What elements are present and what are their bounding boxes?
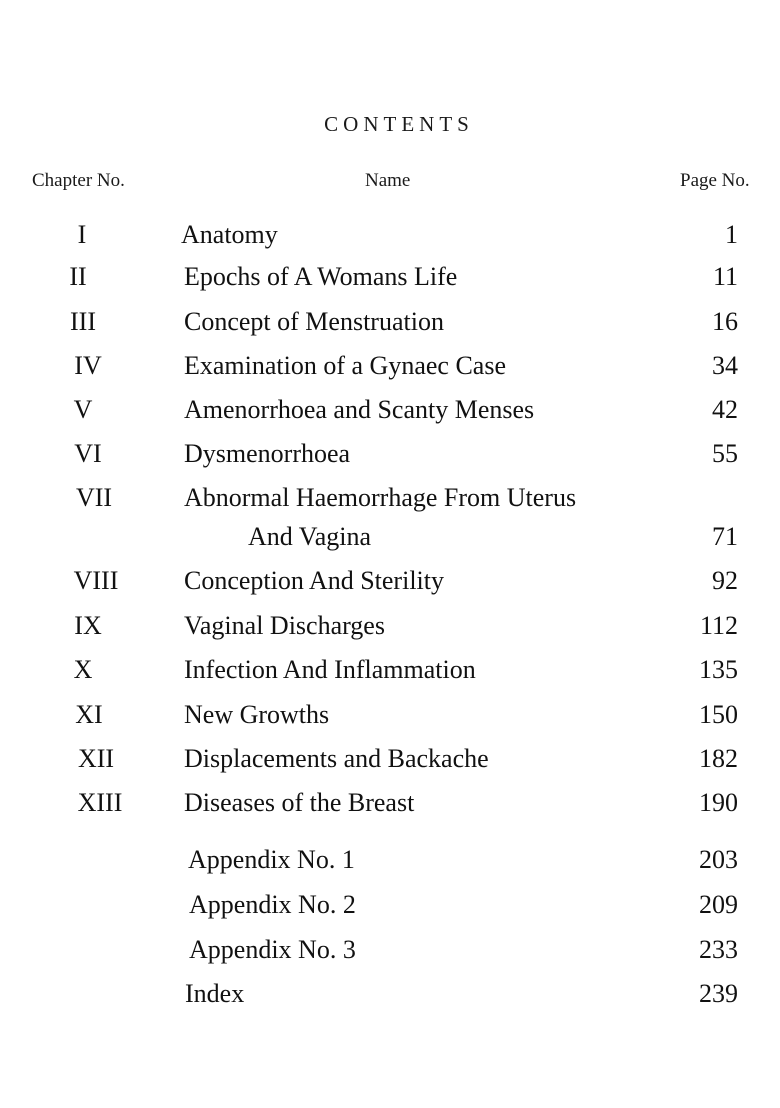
chapter-name: Amenorrhoea and Scanty Menses (184, 395, 535, 424)
page-number: 11 (712, 262, 738, 291)
chapter-name: Dysmenorrhoea (184, 439, 351, 468)
chapter-name: Vaginal Discharges (184, 611, 385, 640)
chapter-name: Conception And Sterility (184, 566, 444, 595)
appendix-name: Appendix No. 3 (189, 935, 356, 964)
toc-row-chapter-7 (0, 483, 780, 563)
page-number: 55 (712, 439, 738, 468)
chapter-number: VI (74, 439, 102, 468)
chapter-name: Abnormal Haemorrhage From Uterus (184, 483, 577, 512)
chapter-number: IX (74, 611, 102, 640)
chapter-number: X (73, 655, 93, 684)
chapter-name: Anatomy (181, 220, 278, 249)
chapter-name: Infection And Inflammation (184, 655, 476, 684)
page-number: 92 (712, 566, 738, 595)
appendix-name: Appendix No. 2 (189, 890, 356, 919)
chapter-number: VIII (73, 566, 119, 595)
page-number: 71 (712, 522, 738, 551)
toc-row-chapter-9 (0, 611, 780, 647)
page-number: 239 (699, 979, 738, 1008)
toc-row-appendix-1 (0, 845, 780, 881)
toc-row-appendix-2 (0, 890, 780, 926)
header-chapter-no: Chapter No. (32, 170, 125, 191)
toc-row-chapter-4 (0, 351, 780, 387)
appendix-name: Appendix No. 1 (188, 845, 355, 874)
page-number: 209 (699, 890, 738, 919)
toc-row-chapter-10 (0, 655, 780, 691)
chapter-number: XIII (77, 788, 123, 817)
contents-title: CONTENTS (324, 112, 474, 136)
page-number: 42 (712, 395, 738, 424)
toc-row-chapter-1 (0, 220, 780, 256)
chapter-name: Epochs of A Womans Life (184, 262, 458, 291)
page-number: 34 (712, 351, 738, 380)
index-name: Index (185, 979, 245, 1008)
page-number: 190 (699, 788, 738, 817)
header-page-no: Page No. (680, 170, 750, 191)
chapter-number: III (70, 307, 96, 336)
chapter-number: I (77, 220, 87, 249)
chapter-number: VII (75, 483, 113, 512)
header-name: Name (365, 170, 411, 191)
chapter-number: XI (75, 700, 103, 729)
toc-row-chapter-6 (0, 439, 780, 475)
chapter-name: New Growths (184, 700, 330, 729)
chapter-number: II (69, 262, 87, 291)
page-number: 233 (699, 935, 738, 964)
page-number: 150 (699, 700, 738, 729)
page-number: 16 (712, 307, 738, 336)
toc-row-chapter-12 (0, 744, 780, 780)
chapter-number: XII (77, 744, 115, 773)
toc-row-chapter-3 (0, 307, 780, 343)
chapter-name: Concept of Menstruation (184, 307, 444, 336)
toc-row-chapter-2 (0, 262, 780, 298)
toc-row-chapter-8 (0, 566, 780, 602)
chapter-name: Displacements and Backache (184, 744, 489, 773)
toc-row-index (0, 979, 780, 1015)
page-number: 112 (699, 611, 738, 640)
page-number: 1 (725, 220, 738, 249)
page-number: 203 (699, 845, 738, 874)
page-number: 182 (699, 744, 738, 773)
chapter-name: Examination of a Gynaec Case (184, 351, 506, 380)
chapter-name-continuation: And Vagina (248, 522, 372, 551)
chapter-number: V (73, 395, 93, 424)
chapter-name: Diseases of the Breast (184, 788, 415, 817)
toc-row-appendix-3 (0, 935, 780, 971)
page-number: 135 (699, 655, 738, 684)
toc-row-chapter-11 (0, 700, 780, 736)
chapter-number: IV (74, 351, 102, 380)
toc-row-chapter-5 (0, 395, 780, 431)
toc-row-chapter-13 (0, 788, 780, 824)
